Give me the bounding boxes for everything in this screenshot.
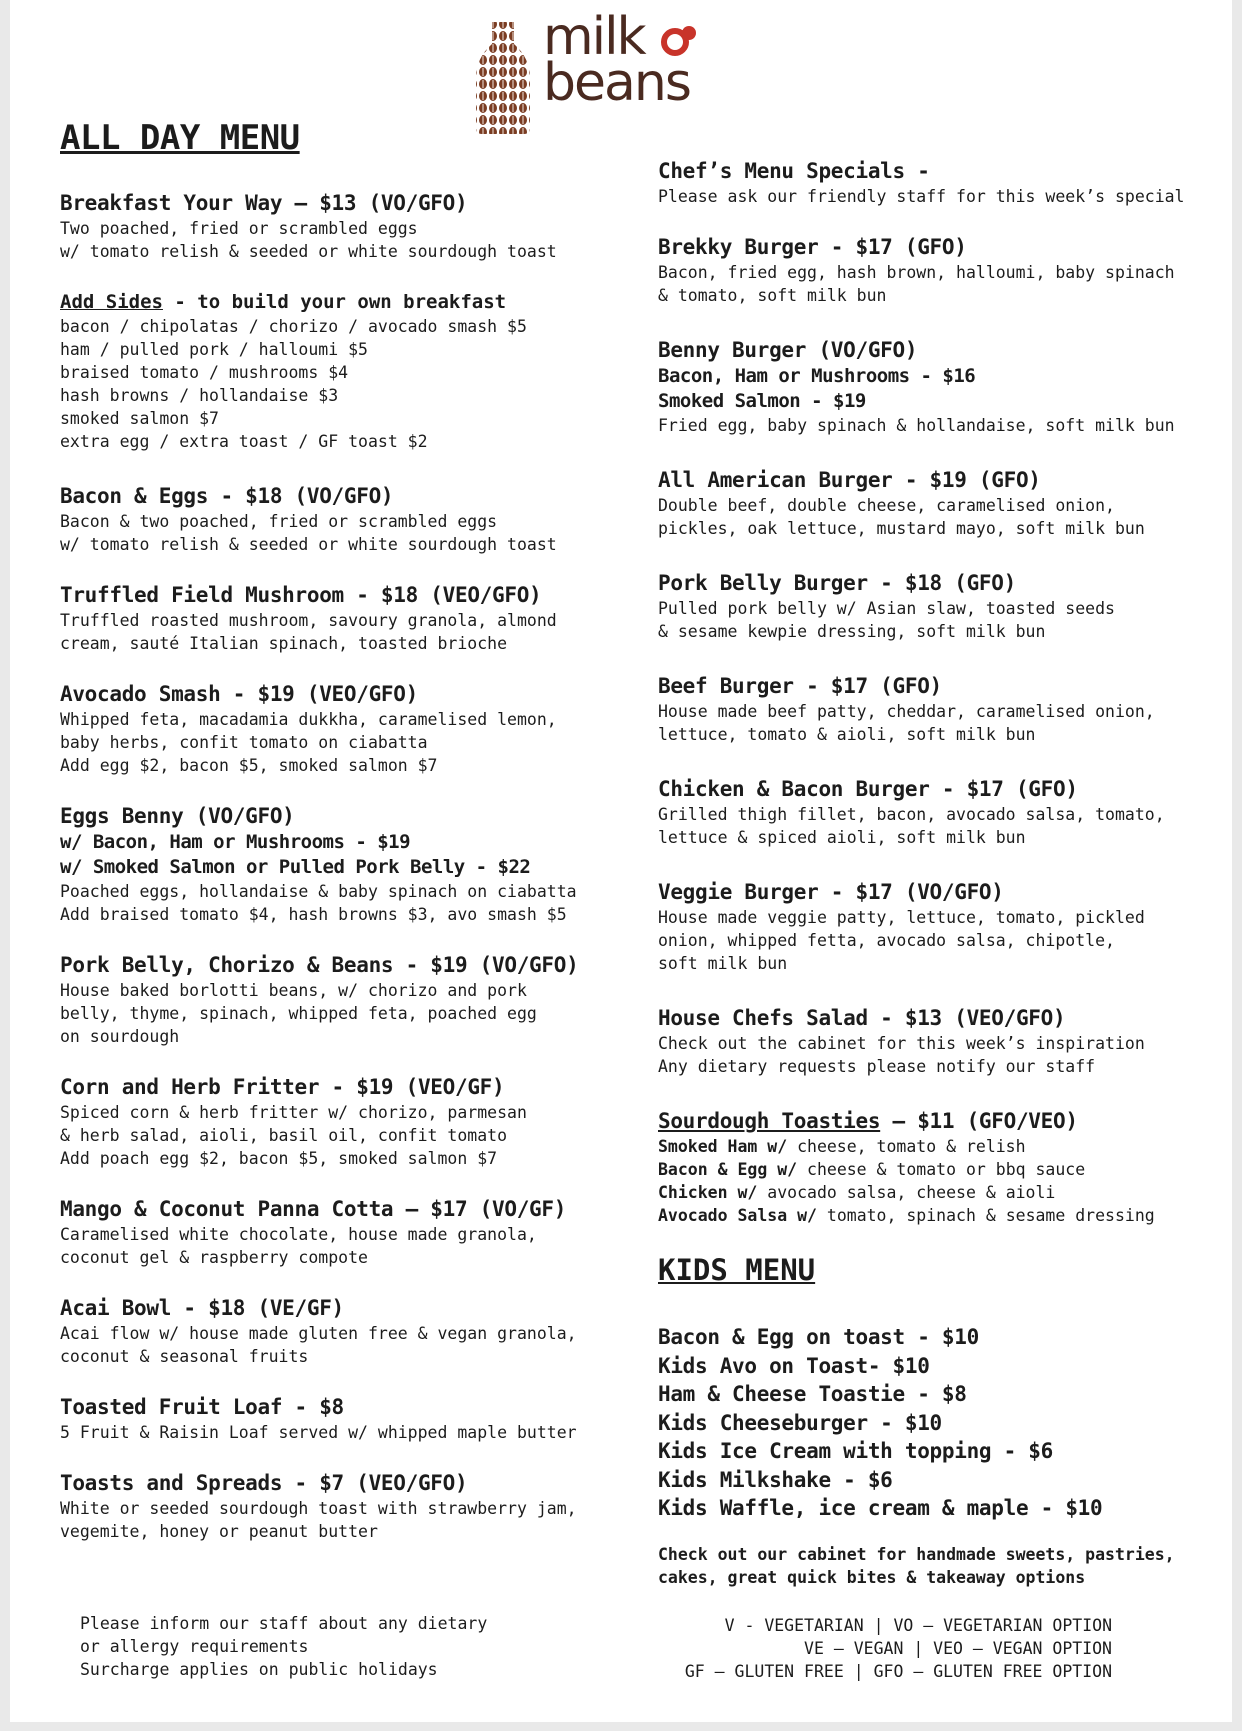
note-line: Please inform our staff about any dietary — [80, 1614, 488, 1633]
item-option: w/ Bacon, Ham or Mushrooms - $19 — [60, 831, 411, 853]
menu-item-corn-fritter — [60, 1074, 620, 1170]
kids-item: Ham & Cheese Toastie - $8 — [658, 1382, 967, 1406]
note-line: or allergy requirements — [80, 1637, 309, 1656]
menu-item-benny-burger — [658, 337, 1218, 437]
menu-item-truffled-mushroom — [60, 582, 620, 655]
item-title: Bacon & Eggs - $18 (VO/GFO) — [60, 484, 394, 508]
item-description: Grilled thigh fillet, bacon, avocado salsa, tomato, lettuce & spiced aioli, soft milk bun — [658, 805, 1165, 847]
side-line: extra egg / extra toast / GF toast $2 — [60, 432, 428, 451]
kids-menu-title: KIDS MENU — [658, 1253, 816, 1287]
item-title: Veggie Burger - $17 (VO/GFO) — [658, 880, 1004, 904]
menu-item-pork-belly-burger — [658, 570, 1218, 643]
menu-item-panna-cotta — [60, 1196, 620, 1269]
note-line: Surcharge applies on public holidays — [80, 1660, 438, 1679]
kids-item: Kids Avo on Toast- $10 — [658, 1353, 930, 1378]
dietary-legend — [650, 1614, 1112, 1683]
kids-menu-list — [658, 1323, 1218, 1523]
item-title: Beef Burger - $17 (GFO) — [658, 674, 942, 698]
side-line: smoked salmon $7 — [60, 409, 219, 428]
brand-name-line1: milk — [543, 7, 645, 67]
menu-item-veggie-burger — [658, 879, 1218, 975]
item-title: Toasts and Spreads - $7 (VEO/GFO) — [60, 1471, 468, 1495]
sourdough-toasties-section — [658, 1108, 1218, 1227]
item-title: Acai Bowl - $18 (VE/GF) — [60, 1296, 344, 1320]
all-day-menu-title: ALL DAY MENU — [60, 118, 300, 158]
toastie-row — [658, 1158, 1218, 1181]
menu-item-all-american-burger — [658, 467, 1218, 540]
menu-item-chefs-specials — [658, 158, 1218, 208]
menu-item-eggs-benny — [60, 803, 620, 926]
kids-item: Kids Cheeseburger - $10 — [658, 1410, 942, 1435]
side-line: bacon / chipolatas / chorizo / avocado smash $5 — [60, 317, 527, 336]
item-description: Bacon, fried egg, hash brown, halloumi, baby spinach & tomato, soft milk bun — [658, 263, 1175, 305]
toastie-row — [658, 1135, 1218, 1158]
item-title: Corn and Herb Fritter - $19 (VEO/GF) — [60, 1075, 505, 1099]
item-title: Benny Burger (VO/GFO) — [658, 338, 918, 362]
toastie-name: Chicken w/ — [658, 1183, 758, 1202]
item-description: Fried egg, baby spinach & hollandaise, soft milk bun — [658, 416, 1175, 435]
add-sides-title — [60, 289, 620, 315]
cabinet-note: Check out our cabinet for handmade sweets, pastries, cakes, great quick bites & takeaway options — [658, 1544, 1175, 1587]
menu-item-chicken-bacon-burger — [658, 776, 1218, 849]
toastie-fillings: cheese, tomato & relish — [787, 1137, 1026, 1156]
item-title: Eggs Benny (VO/GFO) — [60, 804, 295, 828]
add-sides-section — [60, 289, 620, 453]
toastie-row — [658, 1204, 1218, 1227]
specials-column — [658, 158, 1218, 1589]
item-description: Pulled pork belly w/ Asian slaw, toasted seeds & sesame kewpie dressing, soft milk bun — [658, 599, 1115, 641]
toastie-row — [658, 1181, 1218, 1204]
item-description: Acai flow w/ house made gluten free & vegan granola, coconut & seasonal fruits — [60, 1324, 577, 1366]
item-title: Pork Belly Burger - $18 (GFO) — [658, 571, 1016, 595]
toastie-fillings: cheese & tomato or bbq sauce — [797, 1160, 1086, 1179]
item-description: Whipped feta, macadamia dukkha, caramelised lemon, baby herbs, confit tomato on ciabatta Add egg $2, bacon $5, smoked salmon $7 — [60, 710, 557, 775]
item-title: Brekky Burger - $17 (GFO) — [658, 235, 967, 259]
item-description: Truffled roasted mushroom, savoury granola, almond cream, sauté Italian spinach, toasted brioche — [60, 611, 557, 653]
toastie-name: Smoked Ham w/ — [658, 1137, 788, 1156]
legend-line: V - VEGETARIAN | VO – VEGETARIAN OPTION — [724, 1616, 1112, 1635]
item-description: Caramelised white chocolate, house made granola, coconut gel & raspberry compote — [60, 1225, 537, 1267]
item-title: Chicken & Bacon Burger - $17 (GFO) — [658, 777, 1078, 801]
cup-icon — [659, 24, 701, 56]
item-description: House baked borlotti beans, w/ chorizo and pork belly, thyme, spinach, whipped feta, poached egg on sourdough — [60, 981, 537, 1046]
kids-item: Kids Waffle, ice cream & maple - $10 — [658, 1496, 1103, 1520]
item-description: Check out the cabinet for this week’s inspiration Any dietary requests please notify our staff — [658, 1034, 1145, 1076]
item-title: Mango & Coconut Panna Cotta – $17 (VO/GF) — [60, 1197, 567, 1221]
item-description: Spiced corn & herb fritter w/ chorizo, parmesan & herb salad, aioli, basil oil, confit tomato Add poach egg $2, bacon $5, smoked salmon $7 — [60, 1103, 527, 1168]
item-description: White or seeded sourdough toast with strawberry jam, vegemite, honey or peanut butter — [60, 1499, 577, 1541]
item-title: Pork Belly, Chorizo & Beans - $19 (VO/GFO) — [60, 953, 579, 977]
menu-item-house-salad — [658, 1005, 1218, 1078]
side-line: braised tomato / mushrooms $4 — [60, 363, 349, 382]
dietary-notes — [80, 1612, 600, 1681]
menu-item-brekky-burger — [658, 234, 1218, 307]
side-line: ham / pulled pork / halloumi $5 — [60, 340, 368, 359]
item-option: w/ Smoked Salmon or Pulled Pork Belly - $22 — [60, 856, 531, 878]
legend-line: VE – VEGAN | VEO – VEGAN OPTION — [804, 1639, 1112, 1658]
item-title: House Chefs Salad - $13 (VEO/GFO) — [658, 1006, 1066, 1030]
toastie-name: Avocado Salsa w/ — [658, 1206, 817, 1225]
brand-name-line2: beans — [543, 53, 690, 113]
kids-item: Bacon & Egg on toast - $10 — [658, 1325, 979, 1349]
menu-item-toasts-spreads — [60, 1470, 620, 1543]
item-description: Poached eggs, hollandaise & baby spinach on ciabatta Add braised tomato $4, hash browns $3, avo smash $5 — [60, 882, 577, 924]
item-title: Truffled Field Mushroom - $18 (VEO/GFO) — [60, 583, 542, 607]
item-title: All American Burger - $19 (GFO) — [658, 468, 1041, 492]
item-description: House made beef patty, cheddar, caramelised onion, lettuce, tomato & aioli, soft milk bun — [658, 702, 1155, 744]
kids-item: Kids Ice Cream with topping - $6 — [658, 1439, 1053, 1463]
item-title: Toasted Fruit Loaf - $8 — [60, 1395, 344, 1419]
item-description: House made veggie patty, lettuce, tomato, pickled onion, whipped fetta, avocado salsa, chipotle, soft milk bun — [658, 908, 1145, 973]
menu-item-breakfast-your-way — [60, 190, 620, 263]
item-description: Two poached, fried or scrambled eggs w/ tomato relish & seeded or white sourdough toast — [60, 219, 557, 261]
add-sides-title-rest: - to build your own breakfast — [162, 291, 507, 313]
menu-page — [10, 0, 1232, 1722]
item-option: Smoked Salmon - $19 — [658, 390, 866, 412]
toastie-fillings: tomato, spinach & sesame dressing — [816, 1206, 1155, 1225]
menu-item-fruit-loaf — [60, 1394, 620, 1444]
item-title: Chef’s Menu Specials - — [658, 159, 930, 183]
menu-item-acai-bowl — [60, 1295, 620, 1368]
side-line: hash browns / hollandaise $3 — [60, 386, 339, 405]
menu-item-bacon-eggs — [60, 483, 620, 556]
legend-line: GF – GLUTEN FREE | GFO – GLUTEN FREE OPTION — [684, 1662, 1112, 1681]
menu-item-avocado-smash — [60, 681, 620, 777]
add-sides-label: Add Sides — [60, 291, 163, 313]
brand-name — [543, 7, 701, 113]
menu-item-pork-belly — [60, 952, 620, 1048]
all-day-menu-column — [60, 118, 620, 1569]
menu-item-beef-burger — [658, 673, 1218, 746]
toastie-name: Bacon & Egg w/ — [658, 1160, 798, 1179]
toastie-fillings: avocado salsa, cheese & aioli — [757, 1183, 1056, 1202]
toasties-title — [658, 1108, 1218, 1135]
item-description: Bacon & two poached, fried or scrambled eggs w/ tomato relish & seeded or white sourdough toast — [60, 512, 557, 554]
kids-item: Kids Milkshake - $6 — [658, 1467, 893, 1492]
item-title: Breakfast Your Way – $13 (VO/GFO) — [60, 191, 468, 215]
item-option: Bacon, Ham or Mushrooms - $16 — [658, 365, 976, 387]
item-description: 5 Fruit & Raisin Loaf served w/ whipped maple butter — [60, 1423, 577, 1442]
item-description: Double beef, double cheese, caramelised onion, pickles, oak lettuce, mustard mayo, soft milk bun — [658, 496, 1145, 538]
toasties-title-rest: – $11 (GFO/VEO) — [880, 1109, 1078, 1133]
item-title: Avocado Smash - $19 (VEO/GFO) — [60, 682, 418, 706]
item-description: Please ask our friendly staff for this week’s special — [658, 187, 1185, 206]
toasties-label: Sourdough Toasties — [658, 1109, 881, 1133]
